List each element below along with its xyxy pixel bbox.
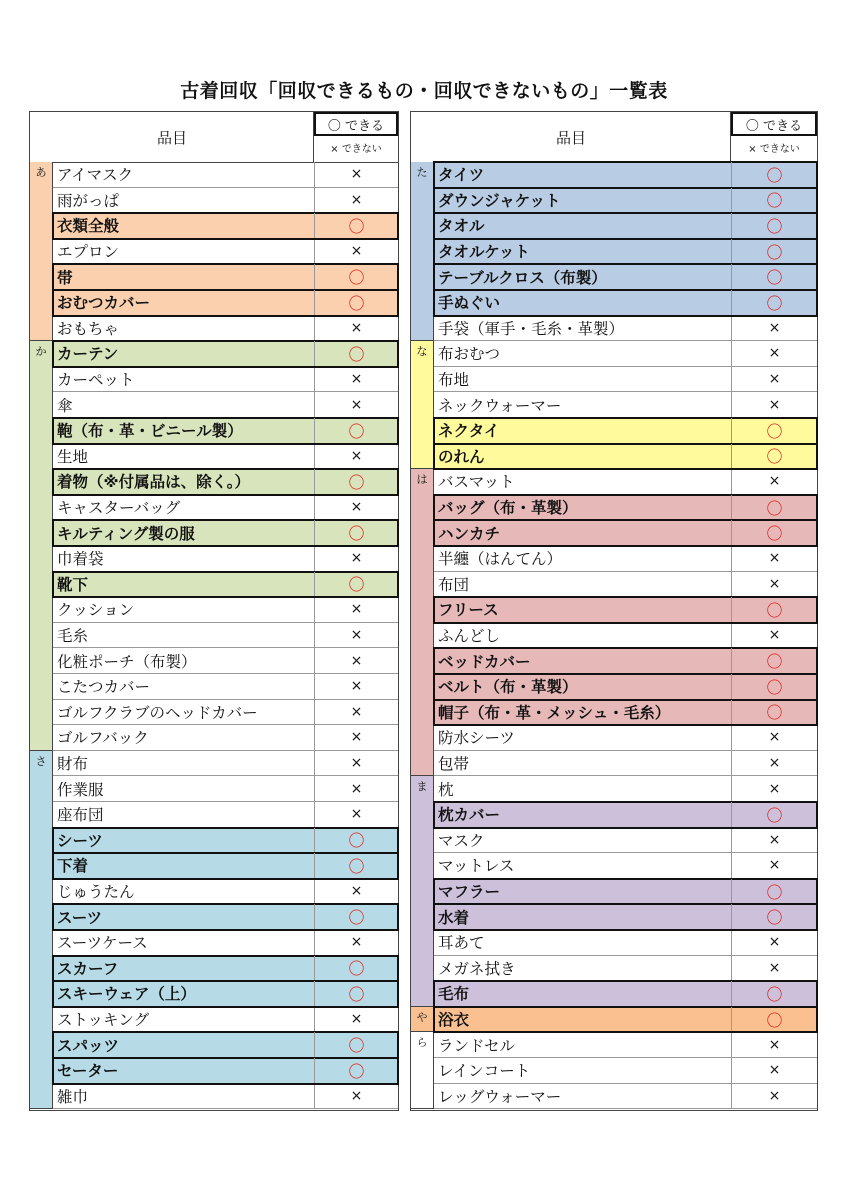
table-header	[30, 112, 398, 163]
item-name: バスマット	[438, 473, 515, 492]
ok-mark: 〇	[314, 1058, 398, 1083]
ng-mark: ×	[731, 546, 817, 571]
item-name: シーツ	[57, 831, 103, 850]
header-mark-column	[730, 112, 817, 162]
table-row	[53, 802, 398, 828]
table-row	[434, 879, 817, 905]
ng-mark: ×	[314, 623, 398, 648]
item-name: スパッツ	[57, 1036, 120, 1055]
table-header	[411, 112, 817, 163]
ng-mark: ×	[314, 1007, 398, 1032]
table-row	[434, 392, 817, 418]
kana-label: や	[411, 1007, 434, 1033]
item-name: 布おむつ	[438, 345, 501, 364]
item-name: 作業服	[57, 780, 104, 799]
table-row	[434, 853, 817, 879]
ng-mark: ×	[731, 776, 817, 801]
item-name: ベッドカバー	[438, 652, 531, 671]
table-row	[53, 392, 398, 418]
item-name: フリース	[438, 601, 499, 620]
ng-mark: ×	[314, 674, 398, 699]
ng-mark: ×	[314, 776, 398, 801]
table-row	[434, 828, 817, 854]
table-row	[53, 367, 398, 393]
table-row	[434, 162, 817, 188]
table-row	[53, 879, 398, 905]
table-row	[434, 239, 817, 265]
table-row	[53, 316, 398, 342]
table-row	[53, 904, 398, 930]
ok-mark: 〇	[314, 904, 398, 929]
item-name: 帯	[57, 268, 73, 287]
table-row	[434, 648, 817, 674]
table-row	[53, 469, 398, 495]
item-name: キャスターバッグ	[57, 499, 181, 518]
ng-mark: ×	[731, 572, 817, 597]
item-name: 耳あて	[438, 934, 485, 953]
ok-mark: 〇	[731, 597, 817, 622]
item-name: テーブルクロス（布製）	[438, 268, 607, 287]
table-row	[53, 213, 398, 239]
item-name: 化粧ポーチ（布製）	[57, 652, 197, 671]
table-row	[434, 316, 817, 342]
ng-mark: ×	[314, 802, 398, 827]
ok-mark: 〇	[731, 495, 817, 520]
table-row	[53, 546, 398, 572]
legend-ng: × できない	[748, 144, 800, 155]
item-name: 靴下	[57, 575, 89, 594]
table-row	[434, 520, 817, 546]
header-mark-column	[313, 112, 398, 162]
ng-mark: ×	[314, 392, 398, 417]
table-row	[434, 572, 817, 598]
ng-mark: ×	[731, 316, 817, 341]
item-name: カーペット	[57, 371, 135, 390]
item-name: ゴルフバック	[57, 729, 149, 748]
ng-mark: ×	[731, 367, 817, 392]
table-row	[53, 1032, 398, 1058]
item-name: クッション	[57, 601, 135, 620]
ok-mark: 〇	[731, 700, 817, 725]
ng-mark: ×	[731, 1058, 817, 1083]
ng-mark: ×	[314, 316, 398, 341]
table-row	[434, 367, 817, 393]
table-row	[53, 418, 398, 444]
ok-mark: 〇	[314, 981, 398, 1006]
ok-mark: 〇	[731, 674, 817, 699]
table-row	[434, 725, 817, 751]
table-row	[53, 162, 398, 188]
item-name: おもちゃ	[57, 319, 120, 338]
ok-mark: 〇	[731, 648, 817, 673]
ng-mark: ×	[314, 162, 398, 187]
table-row	[53, 290, 398, 316]
item-name: 手ぬぐい	[438, 294, 501, 313]
item-name: 浴衣	[438, 1011, 470, 1030]
ng-mark: ×	[314, 648, 398, 673]
ng-mark: ×	[314, 367, 398, 392]
ng-mark: ×	[314, 1084, 398, 1109]
item-name: 毛糸	[57, 627, 89, 646]
ok-mark: 〇	[731, 1007, 817, 1032]
table-row	[53, 597, 398, 623]
table-row	[53, 725, 398, 751]
item-name: エプロン	[57, 243, 120, 262]
ok-mark: 〇	[314, 1032, 398, 1057]
item-name: ネクタイ	[438, 422, 500, 441]
kana-label: か	[30, 341, 53, 751]
table-row	[434, 904, 817, 930]
item-name: 財布	[57, 755, 89, 774]
table-row	[53, 188, 398, 214]
item-name: ランドセル	[438, 1036, 516, 1055]
table-row	[53, 1084, 398, 1110]
kana-label: た	[411, 162, 434, 341]
item-name: レッグウォーマー	[438, 1087, 562, 1106]
table-row	[434, 1058, 817, 1084]
ng-mark: ×	[731, 1032, 817, 1057]
table-row	[434, 751, 817, 777]
item-name: セーター	[57, 1062, 119, 1081]
item-name: タイツ	[438, 166, 485, 185]
ng-mark: ×	[314, 751, 398, 776]
table-row	[434, 546, 817, 572]
item-name: 雑巾	[57, 1087, 89, 1106]
kana-label: あ	[30, 162, 53, 341]
legend-ng: × できない	[330, 144, 382, 155]
item-name: スーツ	[57, 908, 103, 927]
ok-mark: 〇	[314, 572, 398, 597]
table-body	[30, 162, 398, 1110]
ng-mark: ×	[731, 725, 817, 750]
item-name: ふんどし	[438, 627, 501, 646]
table-row	[434, 674, 817, 700]
table-body	[411, 162, 817, 1110]
item-name: 毛布	[438, 985, 470, 1004]
table-row	[434, 700, 817, 726]
table-row	[434, 290, 817, 316]
item-name: 下着	[57, 857, 89, 876]
table-row	[53, 981, 398, 1007]
item-name: カーテン	[57, 345, 119, 364]
ng-mark: ×	[731, 930, 817, 955]
ng-mark: ×	[731, 469, 817, 494]
table-row	[434, 188, 817, 214]
table-row	[434, 341, 817, 367]
table-row	[434, 956, 817, 982]
table-row	[434, 802, 817, 828]
legend-ok: 〇 できる	[731, 112, 817, 136]
item-name: 鞄（布・革・ビニール製）	[57, 422, 243, 441]
item-name: 布地	[438, 371, 470, 390]
ok-mark: 〇	[731, 188, 817, 213]
table-row	[53, 520, 398, 546]
ok-mark: 〇	[314, 418, 398, 443]
table-row	[434, 495, 817, 521]
table-row	[434, 930, 817, 956]
ok-mark: 〇	[731, 290, 817, 315]
table-row	[434, 1007, 817, 1033]
item-name: マスク	[438, 831, 485, 850]
item-name: 枕カバー	[438, 806, 501, 825]
item-name: 衣類全般	[57, 217, 120, 236]
ok-mark: 〇	[314, 828, 398, 853]
item-name: 生地	[57, 447, 89, 466]
kana-label: な	[411, 341, 434, 469]
item-name: バッグ（布・革製）	[438, 499, 578, 518]
item-name: キルティング製の服	[57, 524, 195, 543]
ok-mark: 〇	[314, 469, 398, 494]
item-name: ストッキング	[57, 1011, 150, 1030]
table-row	[434, 1032, 817, 1058]
ng-mark: ×	[731, 956, 817, 981]
header-item-label: 品目	[555, 128, 586, 147]
header-item-label: 品目	[156, 128, 187, 147]
table-row	[434, 623, 817, 649]
table-row	[434, 597, 817, 623]
item-name: 水着	[438, 908, 470, 927]
item-name: タオル	[438, 217, 485, 236]
table-row	[53, 648, 398, 674]
table-row	[434, 1084, 817, 1110]
ok-mark: 〇	[731, 444, 817, 469]
ng-mark: ×	[314, 444, 398, 469]
ng-mark: ×	[314, 597, 398, 622]
table-row	[434, 418, 817, 444]
kana-label: ら	[411, 1032, 434, 1109]
table-row	[53, 828, 398, 854]
ng-mark: ×	[314, 725, 398, 750]
ok-mark: 〇	[731, 802, 817, 827]
item-name: じゅうたん	[57, 883, 135, 902]
item-name: 雨がっぱ	[57, 191, 120, 210]
item-name: 巾着袋	[57, 550, 104, 569]
table-row	[53, 444, 398, 470]
ng-mark: ×	[314, 700, 398, 725]
ok-mark: 〇	[731, 162, 817, 187]
ok-mark: 〇	[314, 290, 398, 315]
ng-mark: ×	[731, 392, 817, 417]
item-name: 包帯	[438, 755, 470, 774]
item-name: 手袋（軍手・毛糸・革製）	[438, 319, 625, 338]
table-row	[53, 495, 398, 521]
table-row	[53, 572, 398, 598]
ok-mark: 〇	[731, 520, 817, 545]
ng-mark: ×	[314, 188, 398, 213]
ng-mark: ×	[731, 623, 817, 648]
ok-mark: 〇	[314, 264, 398, 289]
item-name: のれん	[438, 447, 485, 466]
item-name: スカーフ	[57, 959, 119, 978]
ok-mark: 〇	[731, 981, 817, 1006]
item-name: ゴルフクラブのヘッドカバー	[57, 703, 258, 722]
ok-mark: 〇	[314, 341, 398, 366]
kana-label: は	[411, 469, 434, 776]
table-row	[53, 264, 398, 290]
ng-mark: ×	[731, 341, 817, 366]
ng-mark: ×	[314, 879, 398, 904]
ng-mark: ×	[314, 239, 398, 264]
ok-mark: 〇	[314, 213, 398, 238]
ok-mark: 〇	[314, 853, 398, 878]
item-name: 座布団	[57, 806, 104, 825]
kana-label: さ	[30, 751, 53, 1109]
item-name: 枕	[438, 780, 454, 799]
item-name: ダウンジャケット	[438, 191, 561, 210]
item-name: 傘	[57, 396, 73, 415]
ok-mark: 〇	[731, 264, 817, 289]
item-name: マットレス	[438, 857, 515, 876]
ok-mark: 〇	[731, 879, 817, 904]
ok-mark: 〇	[731, 418, 817, 443]
ng-mark: ×	[314, 930, 398, 955]
item-name: 布団	[438, 575, 470, 594]
kana-label: ま	[411, 776, 434, 1006]
table-row	[53, 751, 398, 777]
page-title: 古着回収「回収できるもの・回収できないもの」一覧表	[180, 80, 668, 102]
ng-mark: ×	[314, 546, 398, 571]
item-name: ハンカチ	[438, 524, 501, 543]
item-name: ベルト（布・革製）	[438, 678, 578, 697]
table-row	[434, 981, 817, 1007]
table-row	[53, 623, 398, 649]
table-row	[53, 674, 398, 700]
item-name: アイマスク	[57, 166, 134, 185]
ok-mark: 〇	[731, 239, 817, 264]
table-row	[434, 469, 817, 495]
item-name: スキーウェア（上）	[57, 985, 196, 1004]
table-row	[53, 930, 398, 956]
ok-mark: 〇	[314, 956, 398, 981]
left-table	[29, 111, 399, 1111]
table-row	[53, 239, 398, 265]
item-name: 半纏（はんてん）	[438, 550, 563, 569]
item-name: ネックウォーマー	[438, 396, 562, 415]
ng-mark: ×	[731, 1084, 817, 1109]
item-name: スーツケース	[57, 934, 148, 953]
ng-mark: ×	[731, 853, 817, 878]
item-name: 防水シーツ	[438, 729, 515, 748]
ng-mark: ×	[731, 751, 817, 776]
table-row	[53, 1007, 398, 1033]
ok-mark: 〇	[314, 520, 398, 545]
table-row	[434, 776, 817, 802]
table-row	[434, 213, 817, 239]
item-name: メガネ拭き	[438, 959, 516, 978]
ng-mark: ×	[314, 495, 398, 520]
table-row	[53, 853, 398, 879]
right-table	[410, 111, 818, 1111]
item-name: おむつカバー	[57, 294, 151, 313]
item-name: こたつカバー	[57, 678, 151, 697]
legend-ok: 〇 できる	[314, 112, 398, 136]
table-row	[53, 776, 398, 802]
table-row	[53, 341, 398, 367]
table-row	[53, 700, 398, 726]
item-name: 着物（※付属品は、除く。）	[57, 473, 251, 492]
table-row	[53, 956, 398, 982]
item-name: マフラー	[438, 883, 501, 902]
table-row	[434, 444, 817, 470]
item-name: レインコート	[438, 1062, 531, 1081]
table-row	[434, 264, 817, 290]
item-name: タオルケット	[438, 243, 530, 262]
ok-mark: 〇	[731, 904, 817, 929]
ng-mark: ×	[731, 828, 817, 853]
item-name: 帽子（布・革・メッシュ・毛糸）	[438, 703, 671, 722]
ok-mark: 〇	[731, 213, 817, 238]
table-row	[53, 1058, 398, 1084]
